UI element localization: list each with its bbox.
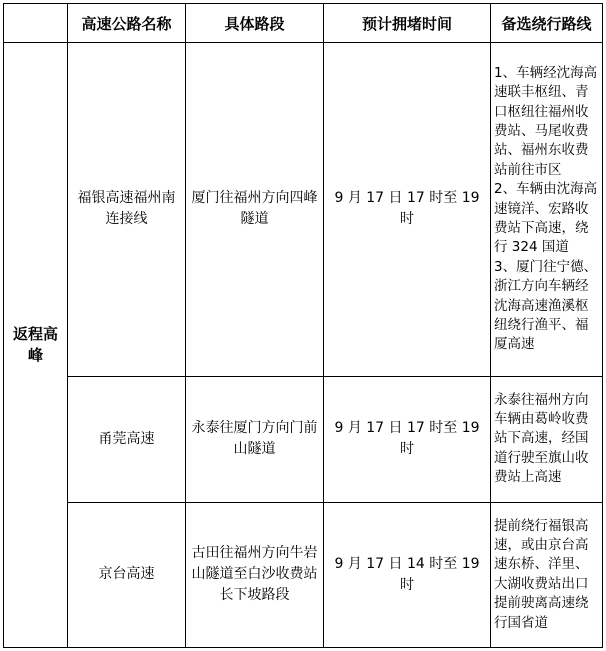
highway-name: 福银高速福州南连接线 [68, 43, 186, 377]
road-section: 厦门往福州方向四峰隧道 [186, 43, 324, 377]
congestion-table [3, 3, 603, 648]
region-label: 返程高峰 [4, 43, 68, 648]
header-detour: 备选绕行路线 [491, 4, 603, 43]
header-section: 具体路段 [186, 4, 324, 43]
table-row [4, 376, 603, 502]
road-section: 永泰往厦门方向门前山隧道 [186, 376, 324, 502]
table-row [4, 502, 603, 647]
detour-text: 1、车辆经沈海高速联丰枢纽、青口枢纽往福州收费站、马尾收费站、福州东收费站前往市区 2、车辆由沈海高速镜洋、宏路收费站下高速，绕行 324 国道 3、厦门往宁德、浙江方向车辆经沈海高速渔溪枢纽绕行渔平、福厦高速 [494, 64, 598, 353]
highway-name: 甬莞高速 [68, 376, 186, 502]
table-row [4, 43, 603, 377]
header-highway: 高速公路名称 [68, 4, 186, 43]
header-row [4, 4, 603, 43]
header-region [4, 4, 68, 43]
congestion-time: 9 月 17 日 14 时至 19 时 [324, 502, 491, 647]
detour-route: 永泰往福州方向车辆由葛岭收费站下高速，经国道行驶至旗山收费站上高速 [491, 376, 603, 502]
header-time: 预计拥堵时间 [324, 4, 491, 43]
congestion-time: 9 月 17 日 17 时至 19 时 [324, 376, 491, 502]
highway-name: 京台高速 [68, 502, 186, 647]
road-section: 古田往福州方向牛岩山隧道至白沙收费站长下坡路段 [186, 502, 324, 647]
congestion-time: 9 月 17 日 17 时至 19 时 [324, 43, 491, 377]
detour-route [491, 43, 603, 377]
detour-route: 提前绕行福银高速，或由京台高速东桥、洋里、大湖收费站出口提前驶离高速绕行国省道 [491, 502, 603, 647]
